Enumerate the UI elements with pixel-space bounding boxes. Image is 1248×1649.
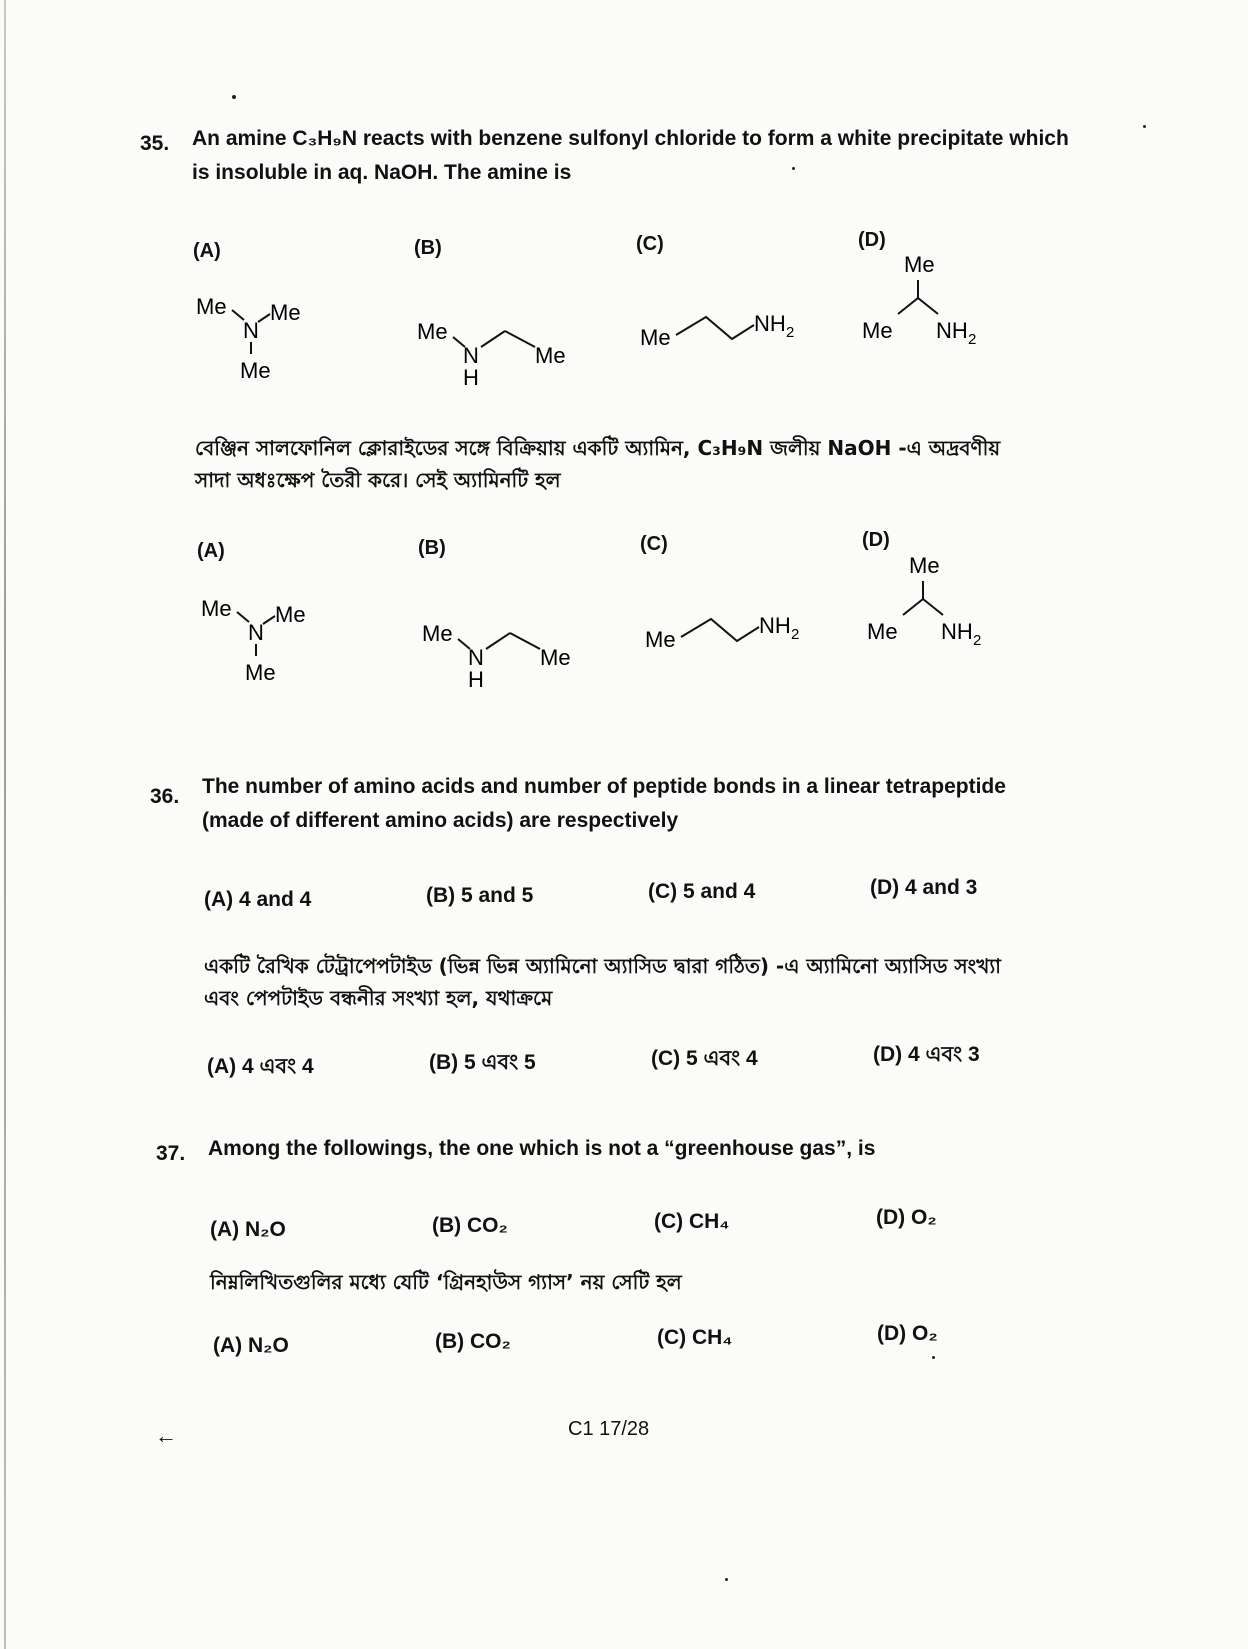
q36-bn-option-c: (C) 5 এবং 4	[651, 1047, 758, 1070]
q36-bn-option-b: (B) 5 এবং 5	[429, 1051, 536, 1074]
scan-speck	[932, 1356, 935, 1359]
q36-en-option-a: (A) 4 and 4	[204, 888, 312, 911]
q37-en-option-d: (D) O₂	[876, 1206, 937, 1229]
back-arrow-icon: ←	[155, 1423, 177, 1448]
svg-text:Me: Me	[645, 627, 676, 652]
svg-text:N: N	[243, 318, 259, 343]
question-37-text-en: Among the followings, the one which is not a “greenhouse gas”, is	[208, 1137, 876, 1160]
q37-bn-option-c: (C) CH₄	[657, 1326, 733, 1349]
svg-text:N: N	[463, 343, 479, 368]
question-number-37: 37.	[156, 1142, 186, 1165]
svg-text:Me: Me	[422, 621, 453, 646]
q35-en-label-c: (C)	[636, 233, 664, 255]
question-36-text-en: The number of amino acids and number of peptide bonds in a linear tetrapeptide (made of different amino acids) are respectively	[202, 775, 1006, 832]
svg-text:Me: Me	[867, 619, 898, 644]
svg-text:NH: NH	[941, 619, 973, 644]
svg-text:2: 2	[968, 331, 977, 348]
q37-en-option-c: (C) CH₄	[654, 1210, 730, 1233]
svg-text:Me: Me	[909, 553, 940, 578]
q35-bn-label-c: (C)	[640, 533, 668, 555]
svg-text:2: 2	[973, 632, 982, 649]
svg-text:Me: Me	[862, 318, 893, 343]
svg-text:N: N	[468, 645, 484, 670]
q37-bn-option-b: (B) CO₂	[435, 1330, 511, 1353]
svg-text:2: 2	[786, 324, 795, 341]
q35-bn-label-a: (A)	[197, 540, 225, 562]
svg-text:NH: NH	[936, 318, 968, 343]
svg-text:NH: NH	[754, 311, 786, 336]
q36-en-option-b: (B) 5 and 5	[426, 884, 534, 907]
structure-n-methylethylamine-bn	[420, 617, 580, 697]
svg-text:H: H	[468, 667, 484, 692]
q37-bn-option-a: (A) N₂O	[213, 1334, 289, 1357]
svg-text:Me: Me	[540, 645, 571, 670]
svg-text:Me: Me	[640, 325, 671, 350]
svg-text:Me: Me	[245, 660, 276, 685]
q35-bn-label-d: (D)	[862, 529, 890, 551]
scan-speck	[1143, 125, 1146, 128]
question-37-text-bn: নিম্নলিখিতগুলির মধ্যে যেটি ‘গ্রিনহাউস গ্যাস’ নয় সেটি হল	[210, 1270, 682, 1294]
svg-text:2: 2	[791, 626, 800, 643]
question-35-text-bn: বেঞ্জিন সালফোনিল ক্লোরাইডের সঙ্গে বিক্রিয়ায় একটি অ্যামিন, C₃H₉N জলীয় NaOH -এ অদ্রবণীয় সাদা অধঃক্ষেপ তৈরী করে। সেই অ্যামিনটি হল	[195, 436, 1001, 492]
q36-bn-option-a: (A) 4 এবং 4	[207, 1055, 314, 1078]
question-36-text-bn: একটি রৈখিক টেট্রাপেপটাইড (ভিন্ন ভিন্ন অ্যামিনো অ্যাসিড দ্বারা গঠিত) -এ অ্যামিনো অ্যাসিড সংখ্যা এবং পেপটাইড বন্ধনীর সংখ্যা হল, যথাক্রমে	[204, 954, 1001, 1010]
svg-text:N: N	[248, 620, 264, 645]
svg-text:Me: Me	[240, 358, 271, 383]
svg-text:H: H	[463, 365, 479, 390]
question-35-text-en: An amine C₃H₉N reacts with benzene sulfonyl chloride to form a white precipitate which is insoluble in aq. NaOH. The amine is	[192, 127, 1069, 184]
scan-speck	[725, 1578, 728, 1581]
scan-edge	[4, 0, 6, 1649]
q35-bn-label-b: (B)	[418, 537, 446, 559]
structure-trimethylamine	[190, 290, 330, 390]
structure-trimethylamine-bn	[195, 592, 335, 692]
scan-speck	[232, 95, 236, 99]
q35-en-label-b: (B)	[414, 237, 442, 259]
q37-bn-option-d: (D) O₂	[877, 1322, 938, 1345]
structure-propylamine-bn	[643, 607, 813, 667]
svg-text:Me: Me	[196, 294, 227, 319]
question-number-35: 35.	[140, 132, 170, 155]
structure-isopropylamine	[860, 250, 1000, 350]
svg-text:Me: Me	[270, 300, 301, 325]
svg-text:Me: Me	[275, 602, 306, 627]
svg-text:NH: NH	[759, 613, 791, 638]
svg-text:Me: Me	[201, 596, 232, 621]
q35-en-label-d: (D)	[858, 229, 886, 251]
q36-en-option-c: (C) 5 and 4	[648, 880, 756, 903]
q37-en-option-b: (B) CO₂	[432, 1214, 508, 1237]
page-number: C1 17/28	[568, 1418, 650, 1440]
svg-text:Me: Me	[417, 319, 448, 344]
q36-bn-option-d: (D) 4 এবং 3	[873, 1043, 980, 1066]
structure-n-methylethylamine	[415, 315, 575, 395]
q35-en-label-a: (A)	[193, 240, 221, 262]
q36-en-option-d: (D) 4 and 3	[870, 876, 978, 899]
svg-text:Me: Me	[535, 343, 566, 368]
scan-speck	[792, 167, 795, 170]
structure-isopropylamine-bn	[865, 551, 1005, 651]
svg-text:Me: Me	[904, 252, 935, 277]
structure-propylamine	[638, 305, 808, 365]
question-number-36: 36.	[150, 785, 180, 808]
q37-en-option-a: (A) N₂O	[210, 1218, 286, 1241]
